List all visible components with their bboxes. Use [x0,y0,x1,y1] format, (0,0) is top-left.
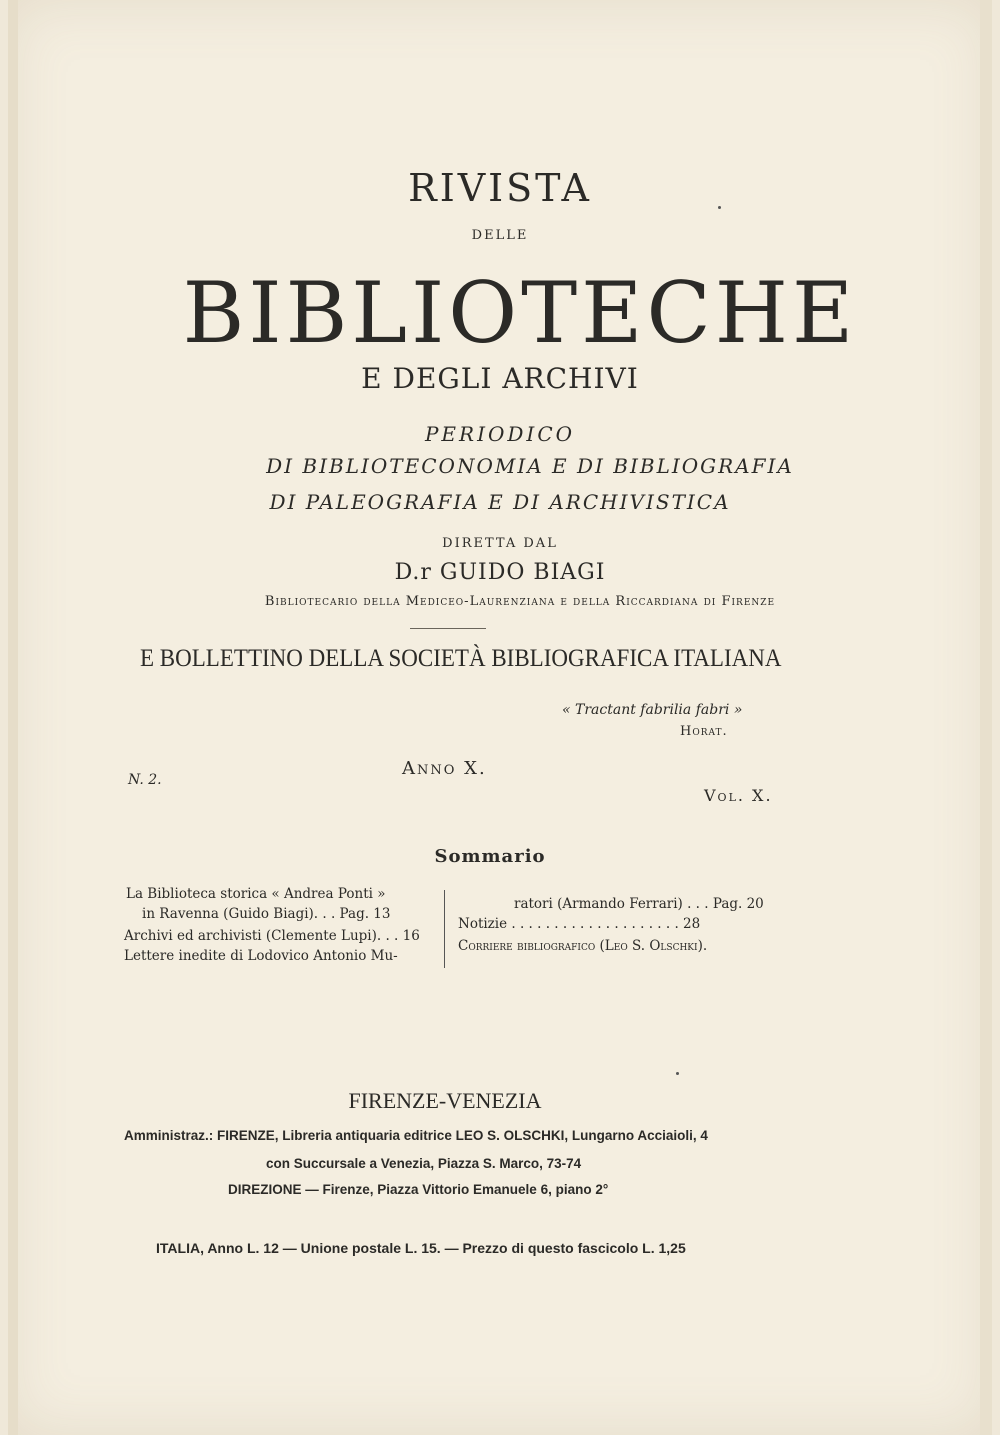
ink-speck [676,1072,679,1075]
toc-left-line: Archivi ed archivisti (Clemente Lupi). . . 16 [124,928,420,944]
masthead-delle: DELLE [471,228,529,243]
publisher-line-1: Amministraz.: FIRENZE, Libreria antiquaria editrice LEO S. OLSCHKI, Lungarno Acciaioli, 4 [124,1128,708,1143]
issue-anno: Anno X. [402,758,487,779]
toc-right-line: ratori (Armando Ferrari) . . . Pag. 20 [514,896,764,912]
toc-left-line: in Ravenna (Guido Biagi). . . Pag. 13 [142,906,391,922]
subtitle-line-2: DI PALEOGRAFIA E DI ARCHIVISTICA [269,490,731,514]
sommario-heading: Sommario [434,846,546,867]
motto-quote: « Tractant fabrilia fabri » [562,702,743,718]
director-name: D.r GUIDO BIAGI [394,560,606,585]
toc-right-line: Notizie . . . . . . . . . . . . . . . . . . . . 28 [458,916,701,932]
page-left-edge [8,0,18,1435]
masthead-rivista: RIVISTA [408,166,592,210]
publisher-line-2: con Succursale a Venezia, Piazza S. Marco, 73-74 [266,1156,582,1171]
issue-volume: Vol. X. [704,786,773,805]
director-title: Bibliotecario della Mediceo-Laurenziana e della Riccardiana di Firenze [264,594,776,609]
toc-column-divider [444,890,445,968]
toc-left-line: Lettere inedite di Lodovico Antonio Mu- [124,948,398,964]
page-right-edge [980,0,992,1435]
periodico-label: PERIODICO [424,422,576,446]
publisher-city: FIRENZE-VENEZIA [348,1088,542,1113]
toc-right-line: Corriere bibliografico (Leo S. Olschki). [458,938,708,954]
subtitle-line-1: DI BIBLIOTECONOMIA E DI BIBLIOGRAFIA [266,454,794,478]
price-line: ITALIA, Anno L. 12 — Unione postale L. 15. — Prezzo di questo fascicolo L. 1,25 [156,1240,686,1256]
ink-speck [718,206,721,209]
bollettino-title: E BOLLETTINO DELLA SOCIETÀ BIBLIOGRAFICA ITALIANA [140,645,782,672]
masthead-archivi: E DEGLI ARCHIVI [361,362,639,395]
publisher-line-3: DIREZIONE — Firenze, Piazza Vittorio Emanuele 6, piano 2° [228,1182,609,1197]
journal-cover [8,0,992,1435]
masthead-title: BIBLIOTECHE [182,264,858,362]
issue-number: N. 2. [128,772,162,788]
diretta-label: DIRETTA DAL [442,536,558,551]
divider-rule [410,628,486,629]
toc-left-line: La Biblioteca storica « Andrea Ponti » [126,886,386,902]
motto-author: Horat. [680,724,728,739]
